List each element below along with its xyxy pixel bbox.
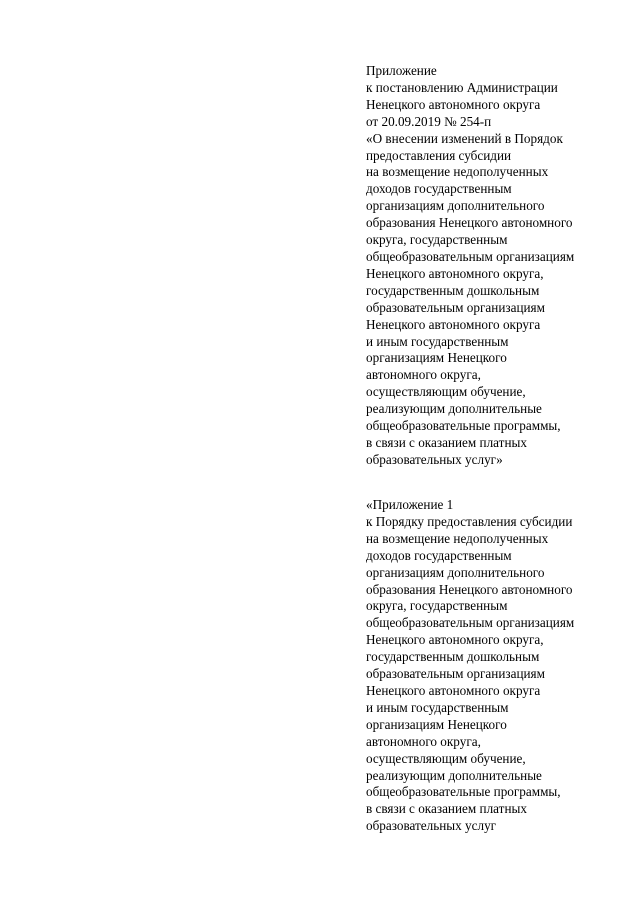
appendix-1-line: организациям Ненецкого	[366, 716, 507, 732]
appendix-1-line: реализующим дополнительные	[366, 767, 542, 783]
header-line: государственным дошкольным	[366, 282, 540, 298]
appendix-1-line: общеобразовательным организациям	[366, 615, 575, 631]
appendix-1-line: «Приложение 1	[366, 497, 454, 512]
header-line: общеобразовательные программы,	[366, 418, 561, 434]
header-line: на возмещение недополученных	[366, 164, 549, 180]
header-line: Ненецкого автономного округа,	[366, 265, 544, 281]
appendix-1-line: образовательных услуг	[366, 818, 497, 834]
appendix-1-line: на возмещение недополученных	[366, 530, 549, 546]
header-line: общеобразовательным организациям	[366, 248, 575, 264]
header-line: предоставления субсидии	[366, 147, 512, 163]
header-line: Приложение	[366, 63, 437, 78]
header-line: реализующим дополнительные	[366, 401, 542, 417]
appendix-1-line: Ненецкого автономного округа,	[366, 632, 544, 648]
appendix-1-line: образовательным организациям	[366, 666, 545, 682]
header-line: «О внесении изменений в Порядок	[366, 130, 563, 146]
header-line: осуществляющим обучение,	[366, 384, 526, 400]
appendix-1-line: к Порядку предоставления субсидии	[366, 513, 573, 529]
appendix-1-line: и иным государственным	[366, 699, 509, 715]
header-line: образовательных услуг»	[366, 451, 503, 467]
header-line: и иным государственным	[366, 333, 509, 349]
header-line: образовательным организациям	[366, 299, 545, 315]
header-line: организациям дополнительного	[366, 198, 545, 214]
header-line: от 20.09.2019 № 254-п	[366, 113, 492, 129]
appendix-1-block	[366, 497, 636, 835]
header-line: округа, государственным	[366, 232, 508, 248]
appendix-1-line: округа, государственным	[366, 598, 508, 614]
header-line: Ненецкого автономного округа	[366, 316, 541, 332]
header-line: автономного округа,	[366, 367, 481, 383]
appendix-header-block	[366, 63, 636, 469]
appendix-1-line: Ненецкого автономного округа	[366, 682, 541, 698]
header-line: доходов государственным	[366, 181, 512, 197]
header-line: организациям Ненецкого	[366, 350, 507, 366]
appendix-1-line: осуществляющим обучение,	[366, 750, 526, 766]
header-line: Ненецкого автономного округа	[366, 96, 541, 112]
appendix-1-line: образования Ненецкого автономного	[366, 581, 573, 597]
appendix-1-line: в связи с оказанием платных	[366, 801, 527, 817]
appendix-1-line: доходов государственным	[366, 547, 512, 563]
header-line: в связи с оказанием платных	[366, 434, 527, 450]
appendix-1-line: автономного округа,	[366, 733, 481, 749]
appendix-1-line: общеобразовательные программы,	[366, 784, 561, 800]
header-line: образования Ненецкого автономного	[366, 215, 573, 231]
appendix-1-line: организациям дополнительного	[366, 564, 545, 580]
appendix-1-line: государственным дошкольным	[366, 649, 540, 665]
header-line: к постановлению Администрации	[366, 79, 558, 95]
